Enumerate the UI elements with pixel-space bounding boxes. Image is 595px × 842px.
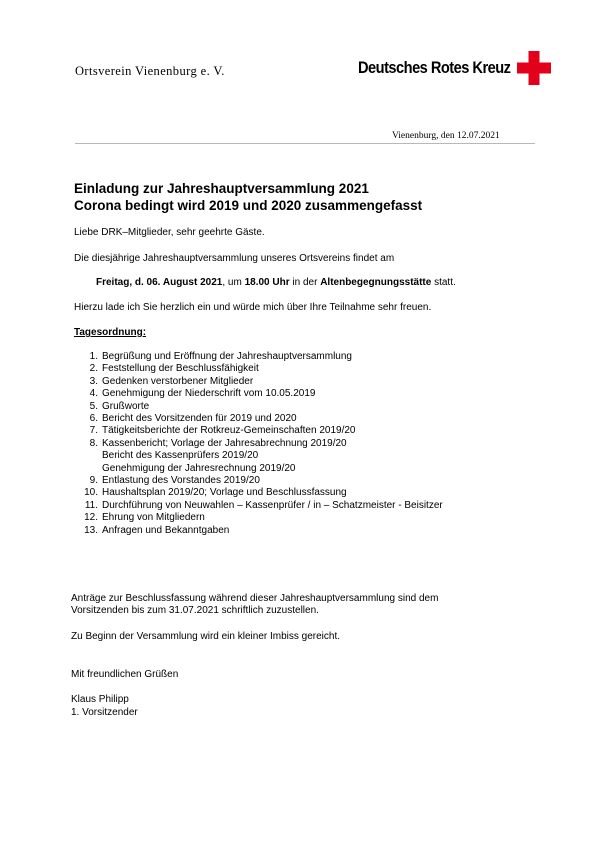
event-date: Freitag, d. 06. August 2021 bbox=[96, 277, 223, 288]
agenda-item bbox=[84, 525, 443, 537]
agenda-item-number: 8. bbox=[89, 437, 98, 449]
agenda-item-text bbox=[102, 525, 229, 537]
motions-line-1: Anträge zur Beschlussfassung während dieser Jahreshauptversammlung sind dem bbox=[71, 593, 439, 604]
intro-text: Die diesjährige Jahreshauptversammlung unseres Ortsvereins findet am bbox=[74, 253, 395, 264]
agenda-item-line: Durchführung von Neuwahlen – Kassenprüfer / in – Schatzmeister - Beisitzer bbox=[102, 499, 443, 511]
agenda-item-number: 5. bbox=[89, 400, 98, 412]
event-place: Altenbegegnungsstätte bbox=[320, 277, 432, 288]
agenda-item-text bbox=[102, 487, 347, 499]
snack-note: Zu Beginn der Versammlung wird ein kleiner Imbiss gereicht. bbox=[71, 631, 341, 642]
agenda-item-text bbox=[102, 425, 355, 437]
agenda-item bbox=[84, 425, 443, 437]
agenda-item bbox=[84, 363, 443, 375]
agenda-item-line: Bericht des Vorsitzenden für 2019 und 2020 bbox=[102, 413, 297, 425]
agenda-item bbox=[84, 500, 443, 512]
agenda-item-number: 7. bbox=[89, 425, 98, 437]
agenda-item-text bbox=[102, 438, 347, 475]
agenda-item-line: Grußworte bbox=[102, 400, 150, 412]
agenda-item bbox=[84, 401, 443, 413]
event-sep-2: in der bbox=[289, 277, 321, 288]
date-line: Vienenburg, den 12.07.2021 bbox=[392, 131, 500, 141]
red-cross-icon bbox=[517, 51, 551, 85]
agenda-item-number: 2. bbox=[89, 363, 98, 375]
agenda-item-line: Bericht des Kassenprüfers 2019/20 bbox=[102, 450, 259, 462]
red-cross-shape bbox=[517, 51, 551, 85]
agenda-item-text bbox=[102, 413, 297, 425]
agenda-item-text bbox=[102, 351, 352, 363]
agenda-item bbox=[84, 376, 443, 388]
agenda-item-text bbox=[102, 512, 205, 524]
agenda-item-line: Tätigkeitsberichte der Rotkreuz-Gemeinschaften 2019/20 bbox=[102, 425, 356, 437]
agenda-item-text bbox=[102, 363, 259, 375]
agenda-item-number: 13. bbox=[84, 524, 98, 536]
event-time: 18.00 Uhr bbox=[244, 277, 290, 288]
agenda-item bbox=[84, 413, 443, 425]
invitation-text: Hierzu lade ich Sie herzlich ein und würde mich über Ihre Teilnahme sehr freuen. bbox=[74, 302, 432, 313]
agenda-heading: Tagesordnung: bbox=[74, 327, 147, 338]
agenda-item-line: Entlastung des Vorstandes 2019/20 bbox=[102, 475, 260, 487]
agenda-item-number: 1. bbox=[89, 351, 98, 362]
agenda-item-text bbox=[102, 376, 253, 388]
title-line-1: Einladung zur Jahreshauptversammlung 2021 bbox=[74, 181, 369, 196]
agenda-item-line: Anfragen und Bekanntgaben bbox=[102, 524, 230, 536]
agenda-item-line: Ehrung von Mitgliedern bbox=[102, 512, 205, 524]
closing-greeting: Mit freundlichen Grüßen bbox=[71, 669, 179, 680]
agenda-item-text bbox=[102, 401, 149, 413]
agenda-item-number: 12. bbox=[84, 512, 98, 524]
drk-logo-text: Deutsches Rotes Kreuz bbox=[358, 58, 511, 77]
agenda-item bbox=[84, 512, 443, 524]
agenda-item bbox=[84, 487, 443, 499]
agenda-item-line: Begrüßung und Eröffnung der Jahreshauptversammlung bbox=[102, 351, 352, 362]
event-sep-1: , um bbox=[222, 277, 245, 288]
agenda-item-number: 9. bbox=[89, 475, 98, 487]
agenda-item-line: Feststellung der Beschlussfähigkeit bbox=[102, 363, 259, 375]
agenda-item-number: 3. bbox=[89, 375, 98, 387]
agenda-item-text bbox=[102, 388, 315, 400]
signer-role: 1. Vorsitzender bbox=[71, 707, 138, 718]
agenda-item-text bbox=[102, 475, 260, 487]
header-divider bbox=[75, 143, 535, 144]
salutation: Liebe DRK–Mitglieder, sehr geehrte Gäste. bbox=[74, 227, 265, 238]
agenda-list bbox=[84, 351, 443, 537]
event-details bbox=[96, 277, 456, 288]
agenda-item bbox=[84, 475, 443, 487]
agenda-item-number: 11. bbox=[84, 499, 98, 511]
signer-name: Klaus Philipp bbox=[71, 694, 129, 705]
agenda-item-number: 6. bbox=[89, 413, 98, 425]
agenda-item bbox=[84, 438, 443, 475]
agenda-item-line: Genehmigung der Jahresrechnung 2019/20 bbox=[102, 462, 296, 474]
agenda-item-number: 10. bbox=[84, 487, 98, 499]
agenda-item-line: Kassenbericht; Vorlage der Jahresabrechnung 2019/20 bbox=[102, 437, 347, 449]
agenda-item-line: Haushaltsplan 2019/20; Vorlage und Beschlussfassung bbox=[102, 487, 347, 499]
agenda-item-line: Genehmigung der Niederschrift vom 10.05.2019 bbox=[102, 388, 316, 400]
agenda-item bbox=[84, 351, 443, 363]
organization-name: Ortsverein Vienenburg e. V. bbox=[75, 64, 225, 78]
agenda-item-text bbox=[102, 500, 443, 512]
agenda-item bbox=[84, 388, 443, 400]
title-line-2: Corona bedingt wird 2019 und 2020 zusammengefasst bbox=[74, 198, 423, 213]
agenda-item-line: Gedenken verstorbener Mitglieder bbox=[102, 375, 254, 387]
event-suffix: statt. bbox=[431, 277, 456, 288]
motions-line-2: Vorsitzenden bis zum 31.07.2021 schriftlich zuzustellen. bbox=[71, 605, 319, 616]
letter-title bbox=[74, 180, 422, 214]
agenda-item-number: 4. bbox=[89, 388, 98, 400]
